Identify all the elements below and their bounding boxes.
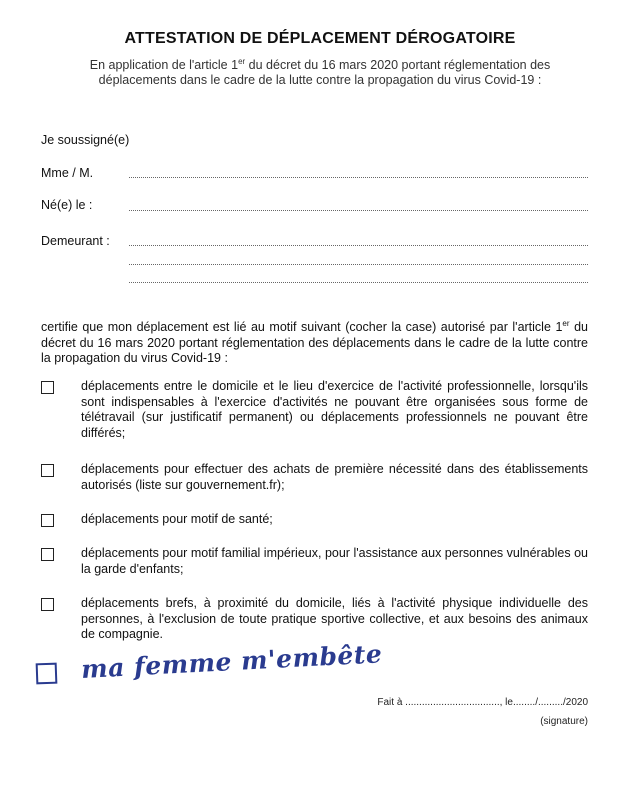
handwritten-text: ma femme m'embête xyxy=(80,639,383,684)
fait-a-line[interactable]: Fait à .................................., le......../........./2020 xyxy=(377,697,588,708)
subtitle-text-b: du décret du 16 mars 2020 portant réglementation des déplacements dans le cadre de la lutte contre la propagation du virus Covid-19 : xyxy=(98,58,551,87)
option-checkbox[interactable] xyxy=(41,464,54,477)
name-field[interactable] xyxy=(129,177,588,178)
option-text: déplacements pour motif familial impérieux, pour l'assistance aux personnes vulnérables ou la garde d'enfants; xyxy=(81,546,588,576)
address-field-line-1[interactable] xyxy=(129,245,588,246)
certify-sup: er xyxy=(562,318,570,328)
soussigne-label: Je soussigné(e) xyxy=(41,133,130,147)
signature-label: (signature) xyxy=(540,716,588,727)
option-text: déplacements entre le domicile et le lieu d'exercice de l'activité professionnelle, lorsqu'ils sont indispensables à l'exercice d'activités ne pouvant être organisées sous forme de télétravail (sur justificatif permanent) ou déplacements professionnels ne pouvant être différés; xyxy=(81,379,588,440)
page-title: ATTESTATION DE DÉPLACEMENT DÉROGATOIRE xyxy=(124,30,516,47)
option-checkbox[interactable] xyxy=(41,381,54,394)
option-text: déplacements pour motif de santé; xyxy=(81,512,273,526)
subtitle-sup: er xyxy=(238,56,246,66)
certify-paragraph xyxy=(41,320,588,367)
certify-text-b: du décret du 16 mars 2020 portant réglementation des déplacements dans le cadre de la lutte contre la propagation du virus Covid-19 : xyxy=(41,320,588,365)
subtitle-text-a: En application de l'article 1 xyxy=(89,58,239,72)
option-checkbox[interactable] xyxy=(41,598,54,611)
address-field-line-3[interactable] xyxy=(129,282,588,283)
handwritten-option xyxy=(36,639,383,695)
handwritten-checkbox[interactable] xyxy=(36,663,58,685)
name-label: Mme / M. xyxy=(41,166,94,180)
birth-label: Né(e) le : xyxy=(41,198,93,212)
address-field-line-2[interactable] xyxy=(129,264,588,265)
option-checkbox[interactable] xyxy=(41,548,54,561)
option-text: déplacements brefs, à proximité du domicile, liés à l'activité physique individuelle des personnes, à l'exclusion de toute pratique sportive collective, et aux besoins des animaux de compagnie. xyxy=(81,596,588,641)
option-checkbox[interactable] xyxy=(41,514,54,527)
legal-subtitle xyxy=(60,58,580,88)
birth-field[interactable] xyxy=(129,210,588,211)
option-text: déplacements pour effectuer des achats de première nécessité dans des établissements autorisés (liste sur gouvernement.fr); xyxy=(81,462,588,492)
certify-text-a: certifie que mon déplacement est lié au motif suivant (cocher la case) autorisé par l'article 1 xyxy=(41,320,563,334)
address-label: Demeurant : xyxy=(41,234,110,248)
